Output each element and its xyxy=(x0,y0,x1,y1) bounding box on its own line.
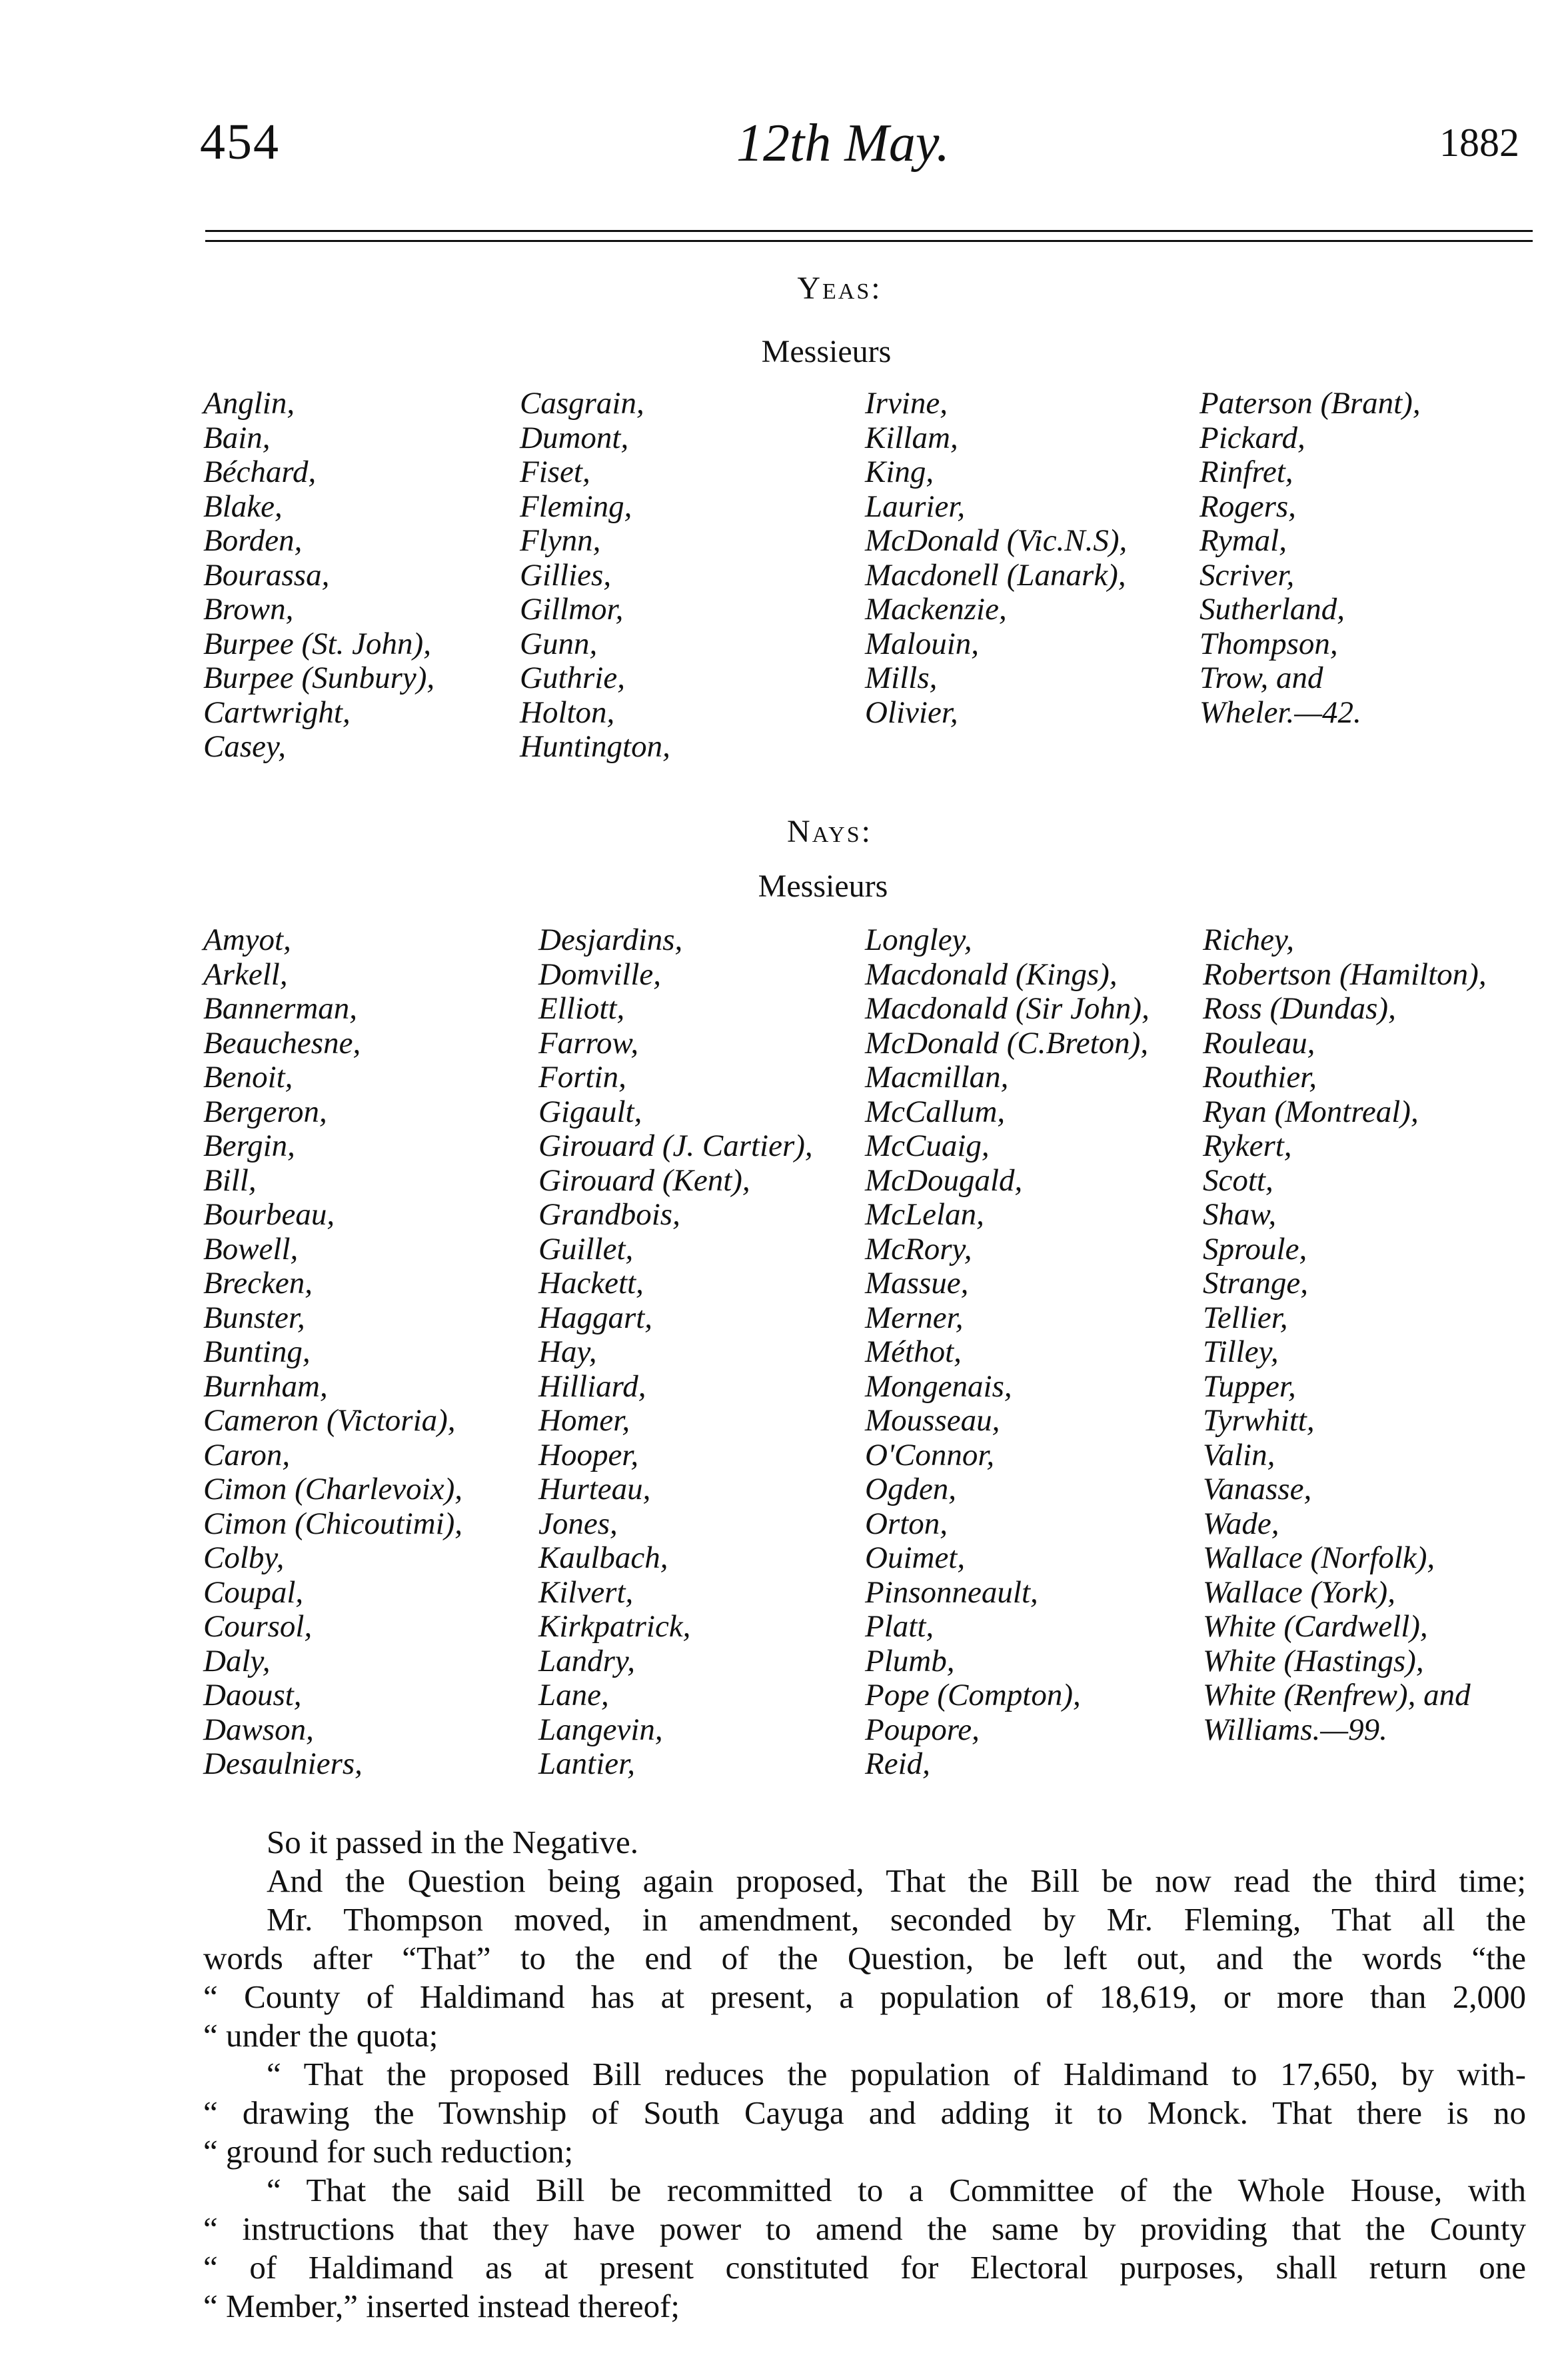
member-name: Routhier, xyxy=(1203,1060,1317,1095)
member-name: McCuaig, xyxy=(865,1129,990,1163)
member-name: Pickard, xyxy=(1199,420,1305,455)
body-line: “ drawing the Township of South Cayuga and adding it to Monck. That there is no xyxy=(203,2094,1526,2131)
member-name: Wade, xyxy=(1203,1506,1279,1541)
member-name: White (Renfrew), and xyxy=(1203,1678,1471,1712)
member-name: Mongenais, xyxy=(865,1368,1012,1404)
member-name: Strange, xyxy=(1203,1266,1308,1300)
member-name: Platt, xyxy=(865,1609,934,1644)
member-name: Casey, xyxy=(203,729,287,764)
nays-heading: Nays: xyxy=(787,814,872,849)
body-line: “ instructions that they have power to amend the same by providing that the County xyxy=(203,2210,1526,2247)
page-year: 1882 xyxy=(1439,121,1519,165)
member-name: Caron, xyxy=(203,1437,291,1472)
member-name: Richey, xyxy=(1203,923,1295,957)
yeas-column-3 xyxy=(865,387,1127,730)
member-name: Jones, xyxy=(538,1506,618,1541)
member-name: Casgrain, xyxy=(520,386,644,421)
nays-column-4 xyxy=(1203,923,1487,1747)
body-line: “ under the quota; xyxy=(203,2017,438,2054)
header-rule-bottom xyxy=(205,240,1533,242)
page-header xyxy=(0,113,1568,180)
member-name: Pope (Compton), xyxy=(865,1678,1081,1712)
yeas-column-4 xyxy=(1199,387,1421,730)
member-name: Rouleau, xyxy=(1203,1025,1315,1061)
member-name: Bannerman, xyxy=(203,991,358,1026)
member-name: Irvine, xyxy=(865,386,948,421)
member-name: Orton, xyxy=(865,1506,948,1541)
member-name: McDonald (Vic.N.S), xyxy=(865,523,1128,558)
member-name: Hurteau, xyxy=(538,1472,651,1506)
member-name: Desjardins, xyxy=(538,923,683,957)
member-name: Holton, xyxy=(520,695,615,730)
member-name: Cameron (Victoria), xyxy=(203,1403,456,1438)
member-name: Farrow, xyxy=(538,1025,639,1061)
member-name: Girouard (J. Cartier), xyxy=(538,1129,813,1163)
member-name: Bergeron, xyxy=(203,1094,327,1129)
member-name: Plumb, xyxy=(865,1643,955,1678)
member-name: Huntington, xyxy=(520,729,670,764)
member-name: Mills, xyxy=(865,661,938,695)
member-name: Lane, xyxy=(538,1678,609,1712)
member-name: Gillmor, xyxy=(520,592,624,627)
member-name: Thompson, xyxy=(1199,626,1338,661)
nays-column-3 xyxy=(865,923,1150,1782)
member-name: Rykert, xyxy=(1203,1129,1292,1163)
member-name: Wallace (York), xyxy=(1203,1574,1395,1610)
member-name: Borden, xyxy=(203,523,303,558)
member-name: Wallace (Norfolk), xyxy=(1203,1540,1435,1575)
header-rule-top xyxy=(205,230,1533,232)
member-name: Desaulniers, xyxy=(203,1746,363,1781)
member-name: Pinsonneault, xyxy=(865,1574,1038,1610)
body-line: “ of Haldimand as at present constituted for Electoral purposes, shall return one xyxy=(203,2249,1526,2286)
member-name: Tellier, xyxy=(1203,1300,1288,1335)
member-name: Benoit, xyxy=(203,1060,293,1095)
member-name: Bowell, xyxy=(203,1231,299,1266)
member-name: Flynn, xyxy=(520,523,601,558)
member-name: Coupal, xyxy=(203,1574,304,1610)
member-name: King, xyxy=(865,455,934,489)
member-name: Williams.—99. xyxy=(1203,1712,1387,1747)
member-name: Trow, and xyxy=(1199,661,1323,695)
member-name: Colby, xyxy=(203,1540,285,1575)
member-name: Langevin, xyxy=(538,1712,663,1747)
member-name: Daly, xyxy=(203,1643,271,1678)
member-name: McDonald (C.Breton), xyxy=(865,1025,1149,1061)
member-name: Beauchesne, xyxy=(203,1025,361,1061)
member-name: Haggart, xyxy=(538,1300,653,1335)
page-number: 454 xyxy=(200,114,280,170)
member-name: Valin, xyxy=(1203,1437,1275,1472)
body-line: So it passed in the Negative. xyxy=(267,1824,638,1860)
member-name: Scott, xyxy=(1203,1163,1273,1198)
nays-column-1 xyxy=(203,923,462,1782)
member-name: Wheler.—42. xyxy=(1199,695,1361,730)
member-name: Ogden, xyxy=(865,1472,957,1506)
yeas-column-2 xyxy=(520,387,670,765)
member-name: Massue, xyxy=(865,1266,969,1300)
member-name: Kaulbach, xyxy=(538,1540,668,1575)
member-name: McLelan, xyxy=(865,1197,984,1232)
member-name: Killam, xyxy=(865,420,958,455)
member-name: Anglin, xyxy=(203,386,295,421)
member-name: Rogers, xyxy=(1199,489,1296,524)
member-name: Lantier, xyxy=(538,1746,635,1781)
member-name: Bain, xyxy=(203,420,271,455)
member-name: Malouin, xyxy=(865,626,980,661)
member-name: Sproule, xyxy=(1203,1231,1307,1266)
member-name: Homer, xyxy=(538,1403,630,1438)
member-name: Vanasse, xyxy=(1203,1472,1312,1506)
member-name: Paterson (Brant), xyxy=(1199,386,1421,421)
member-name: White (Hastings), xyxy=(1203,1643,1424,1678)
member-name: Fleming, xyxy=(520,489,632,524)
member-name: Domville, xyxy=(538,957,662,992)
body-line: “ That the proposed Bill reduces the population of Haldimand to 17,650, by with- xyxy=(267,2056,1526,2092)
member-name: Macdonell (Lanark), xyxy=(865,557,1126,593)
member-name: Grandbois, xyxy=(538,1197,680,1232)
member-name: Kirkpatrick, xyxy=(538,1609,691,1644)
member-name: Burpee (St. John), xyxy=(203,626,431,661)
member-name: Mackenzie, xyxy=(865,592,1007,627)
member-name: Fortin, xyxy=(538,1060,626,1095)
member-name: Hilliard, xyxy=(538,1368,646,1404)
member-name: Macdonald (Sir John), xyxy=(865,991,1150,1026)
body-line: Mr. Thompson moved, in amendment, seconded by Mr. Fleming, That all the xyxy=(267,1901,1526,1938)
body-line: And the Question being again proposed, That the Bill be now read the third time; xyxy=(267,1862,1526,1899)
member-name: Shaw, xyxy=(1203,1197,1277,1232)
yeas-subheading: Messieurs xyxy=(761,334,892,369)
member-name: Guthrie, xyxy=(520,661,625,695)
member-name: McCallum, xyxy=(865,1094,1006,1129)
member-name: Elliott, xyxy=(538,991,625,1026)
member-name: Macmillan, xyxy=(865,1060,1009,1095)
member-name: Girouard (Kent), xyxy=(538,1163,750,1198)
member-name: Merner, xyxy=(865,1300,964,1335)
body-line: “ ground for such reduction; xyxy=(203,2133,574,2170)
page-title: 12th May. xyxy=(736,114,950,173)
member-name: Amyot, xyxy=(203,923,291,957)
body-line: “ Member,” inserted instead thereof; xyxy=(203,2288,680,2324)
member-name: Ouimet, xyxy=(865,1540,966,1575)
member-name: Brown, xyxy=(203,592,294,627)
member-name: Ryan (Montreal), xyxy=(1203,1094,1419,1129)
member-name: Mousseau, xyxy=(865,1403,1000,1438)
member-name: Dawson, xyxy=(203,1712,314,1747)
nays-subheading: Messieurs xyxy=(758,869,888,904)
member-name: Dumont, xyxy=(520,420,629,455)
member-name: Hooper, xyxy=(538,1437,639,1472)
member-name: Gigault, xyxy=(538,1094,642,1129)
nays-column-2 xyxy=(538,923,813,1782)
member-name: Bourassa, xyxy=(203,557,330,593)
member-name: Rinfret, xyxy=(1199,455,1293,489)
member-name: Béchard, xyxy=(203,455,317,489)
member-name: Landry, xyxy=(538,1643,635,1678)
member-name: Laurier, xyxy=(865,489,966,524)
member-name: Macdonald (Kings), xyxy=(865,957,1118,992)
member-name: McDougald, xyxy=(865,1163,1023,1198)
motion-text xyxy=(203,1823,1526,2326)
body-line: “ That the said Bill be recommitted to a Committee of the Whole House, with xyxy=(267,2172,1526,2208)
member-name: Bergin, xyxy=(203,1129,295,1163)
member-name: Bunster, xyxy=(203,1300,305,1335)
member-name: McRory, xyxy=(865,1231,972,1266)
member-name: Coursol, xyxy=(203,1609,313,1644)
member-name: Gillies, xyxy=(520,557,612,593)
member-name: Arkell, xyxy=(203,957,288,992)
member-name: Bill, xyxy=(203,1163,257,1198)
member-name: O'Connor, xyxy=(865,1437,995,1472)
body-line: words after “That” to the end of the Question, be left out, and the words “the xyxy=(203,1940,1526,1976)
member-name: Longley, xyxy=(865,923,972,957)
member-name: Fiset, xyxy=(520,455,590,489)
member-name: Tupper, xyxy=(1203,1368,1296,1404)
body-line: “ County of Haldimand has at present, a population of 18,619, or more than 2,000 xyxy=(203,1978,1526,2015)
member-name: Olivier, xyxy=(865,695,958,730)
yeas-heading: Yeas: xyxy=(797,271,882,306)
member-name: Ross (Dundas), xyxy=(1203,991,1396,1026)
member-name: Hackett, xyxy=(538,1266,644,1300)
member-name: Bourbeau, xyxy=(203,1197,335,1232)
member-name: White (Cardwell), xyxy=(1203,1609,1428,1644)
member-name: Reid, xyxy=(865,1746,930,1781)
member-name: Burnham, xyxy=(203,1368,328,1404)
member-name: Hay, xyxy=(538,1334,597,1369)
member-name: Burpee (Sunbury), xyxy=(203,661,435,695)
member-name: Sutherland, xyxy=(1199,592,1345,627)
member-name: Brecken, xyxy=(203,1266,313,1300)
member-name: Bunting, xyxy=(203,1334,311,1369)
member-name: Kilvert, xyxy=(538,1574,634,1610)
yeas-column-1 xyxy=(203,387,434,765)
member-name: Daoust, xyxy=(203,1678,302,1712)
member-name: Poupore, xyxy=(865,1712,980,1747)
member-name: Blake, xyxy=(203,489,283,524)
member-name: Tyrwhitt, xyxy=(1203,1403,1315,1438)
member-name: Rymal, xyxy=(1199,523,1287,558)
member-name: Guillet, xyxy=(538,1231,634,1266)
member-name: Robertson (Hamilton), xyxy=(1203,957,1487,992)
member-name: Cimon (Chicoutimi), xyxy=(203,1506,463,1541)
member-name: Scriver, xyxy=(1199,557,1295,593)
member-name: Gunn, xyxy=(520,626,598,661)
member-name: Cimon (Charlevoix), xyxy=(203,1472,462,1506)
member-name: Méthot, xyxy=(865,1334,962,1369)
member-name: Cartwright, xyxy=(203,695,351,730)
member-name: Tilley, xyxy=(1203,1334,1279,1369)
